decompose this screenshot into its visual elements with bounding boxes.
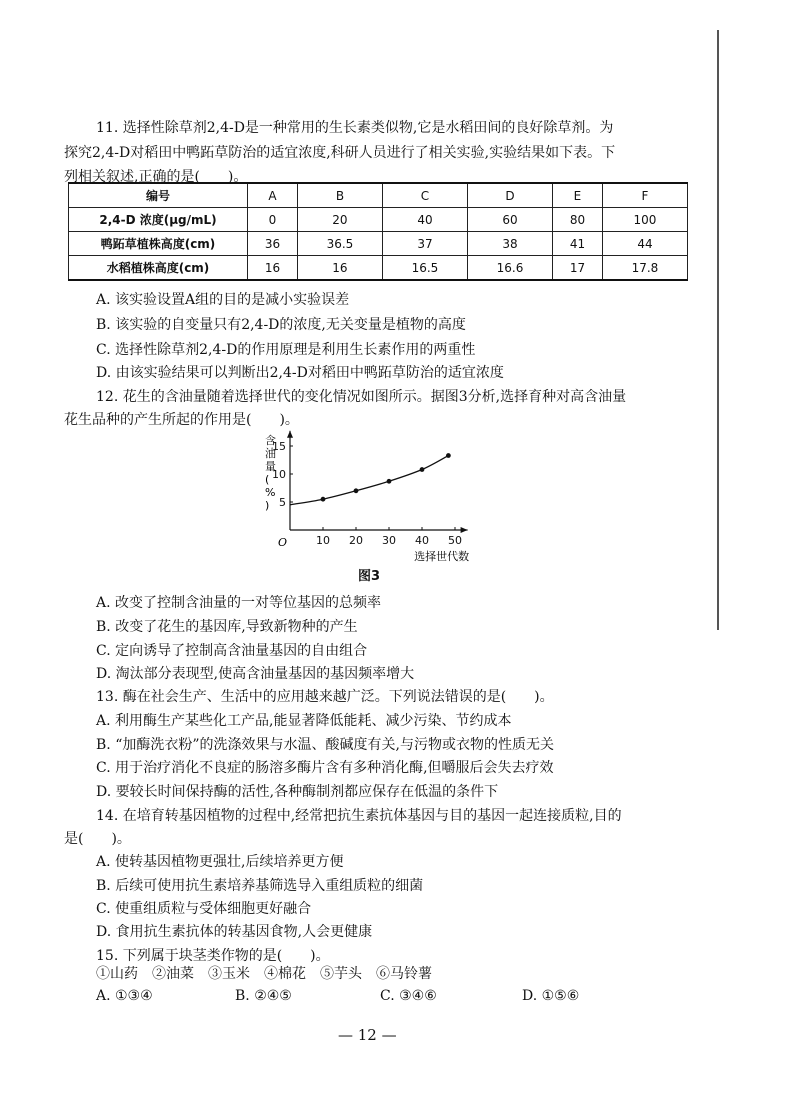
q11-stem-line-3: 列相关叙述,正确的是( )。 [64,169,248,185]
y-label-char: 油 [265,447,276,460]
table-cell: 44 [602,232,687,256]
q12-option-a: A. 改变了控制含油量的一对等位基因的总频率 [96,595,382,611]
q11-option-a: A. 该实验设置A组的目的是减小实验误差 [96,292,350,308]
table-header-cell: D [467,183,552,208]
table-cell: 100 [602,208,687,232]
y-tick-label: 5 [279,496,286,509]
data-point [446,453,451,458]
q14-option-b: B. 后续可使用抗生素培养基筛选导入重组质粒的细菌 [96,878,424,894]
page-number: — 12 — [338,1026,397,1044]
q15-choice-c: C. ③④⑥ [380,988,437,1004]
table-cell: 41 [552,232,602,256]
q13-option-a: A. 利用酶生产某些化工产品,能显著降低能耗、减少污染、节约成本 [96,713,512,729]
table-cell: 16 [248,256,298,281]
y-label-char: 含 [265,434,276,447]
table-cell: 2,4-D 浓度(μg/mL) [69,208,248,232]
y-label-char: % [265,486,276,499]
data-point [387,479,392,484]
table-header-cell: 编号 [69,183,248,208]
table-cell: 36 [248,232,298,256]
table-cell: 16.5 [382,256,467,281]
figure-caption: 图3 [358,569,381,584]
data-point [420,467,425,472]
q14-stem-line-1: 14. 在培育转基因植物的过程中,经常把抗生素抗体基因与目的基因一起连接质粒,目的 [96,808,622,824]
q11-option-d: D. 由该实验结果可以判断出2,4-D对稻田中鸭跖草防治的适宜浓度 [96,365,504,381]
y-tick-label: 15 [272,440,286,453]
oil-content-chart [245,430,505,565]
q15-choice-d: D. ①⑤⑥ [522,988,580,1004]
table-cell: 36.5 [297,232,382,256]
table-header-row [69,183,688,208]
table-header-cell: B [297,183,382,208]
table-cell: 16.6 [467,256,552,281]
q13-stem-line-1: 13. 酶在社会生产、生活中的应用越来越广泛。下列说法错误的是( )。 [96,689,554,705]
x-tick-label: 30 [382,534,396,547]
table-cell: 60 [467,208,552,232]
x-axis-arrow [461,527,468,533]
x-tick-label: 50 [448,534,462,547]
table-cell: 17 [552,256,602,281]
q15-choice-b: B. ②④⑤ [235,988,292,1004]
table-cell: 鸭跖草植株高度(cm) [69,232,248,256]
q15-items: ①山药 ②油菜 ③玉米 ④棉花 ⑤芋头 ⑥马铃薯 [96,966,432,982]
table-header-cell: A [248,183,298,208]
x-tick-label: 20 [349,534,363,547]
q13-option-b: B. “加酶洗衣粉”的洗涤效果与水温、酸碱度有关,与污物或衣物的性质无关 [96,737,554,753]
y-label-char: 量 [265,460,276,473]
y-label-char: ) [265,499,270,512]
table-cell: 水稻植株高度(cm) [69,256,248,281]
table-cell: 16 [297,256,382,281]
table-cell: 17.8 [602,256,687,281]
x-tick-label: 40 [415,534,429,547]
scan-edge-line [717,30,719,630]
q11-stem-line-1: 11. 选择性除草剂2,4-D是一种常用的生长素类似物,它是水稻田间的良好除草剂。为 [96,120,614,136]
q11-data-table [68,182,688,281]
table-cell: 20 [297,208,382,232]
q13-option-d: D. 要较长时间保持酶的活性,各种酶制剂都应保存在低温的条件下 [96,784,499,800]
table-cell: 80 [552,208,602,232]
table-cell: 40 [382,208,467,232]
table-row [69,208,688,232]
y-tick-label: 10 [272,468,286,481]
table-header-cell: C [382,183,467,208]
q14-option-c: C. 使重组质粒与受体细胞更好融合 [96,901,312,917]
q14-stem-line-2: 是( )。 [64,831,131,847]
chart-axes [287,431,468,533]
table-row [69,232,688,256]
chart-y-label [265,433,276,512]
chart-ticks [272,440,462,547]
q11-option-c: C. 选择性除草剂2,4-D的作用原理是利用生长素作用的两重性 [96,342,476,358]
q13-option-c: C. 用于治疗消化不良症的肠溶多酶片含有多种消化酶,但嚼服后会失去疗效 [96,760,554,776]
y-label-char: ( [265,473,270,486]
x-tick-label: 10 [316,534,330,547]
q14-option-a: A. 使转基因植物更强壮,后续培养更方便 [96,854,344,870]
chart-x-label: 选择世代数 [414,550,470,563]
table-header-cell: E [552,183,602,208]
table-cell: 38 [467,232,552,256]
y-axis-arrow [287,431,293,438]
q12-option-c: C. 定向诱导了控制高含油量基因的自由组合 [96,643,368,659]
table-row [69,256,688,281]
q11-option-b: B. 该实验的自变量只有2,4-D的浓度,无关变量是植物的高度 [96,317,466,333]
series-line [290,456,448,505]
q15-stem-line-1: 15. 下列属于块茎类作物的是( )。 [96,948,330,964]
q11-stem-line-2: 探究2,4-D对稻田中鸭跖草防治的适宜浓度,科研人员进行了相关实验,实验结果如下表。下 [64,145,616,161]
data-point [321,497,326,502]
data-point [354,488,359,493]
table-cell: 37 [382,232,467,256]
q12-stem-line-1: 12. 花生的含油量随着选择世代的变化情况如图所示。据图3分析,选择育种对高含油量 [96,389,627,405]
q14-option-d: D. 食用抗生素抗体的转基因食物,人会更健康 [96,924,373,940]
chart-origin-label: O [278,536,288,549]
table-header-cell: F [602,183,687,208]
chart-series [290,453,451,505]
q15-choice-a: A. ①③④ [96,988,153,1004]
q12-option-d: D. 淘汰部分表现型,使高含油量基因的基因频率增大 [96,666,415,682]
table-cell: 0 [248,208,298,232]
q12-option-b: B. 改变了花生的基因库,导致新物种的产生 [96,619,358,635]
q12-stem-line-2: 花生品种的产生所起的作用是( )。 [64,412,299,428]
